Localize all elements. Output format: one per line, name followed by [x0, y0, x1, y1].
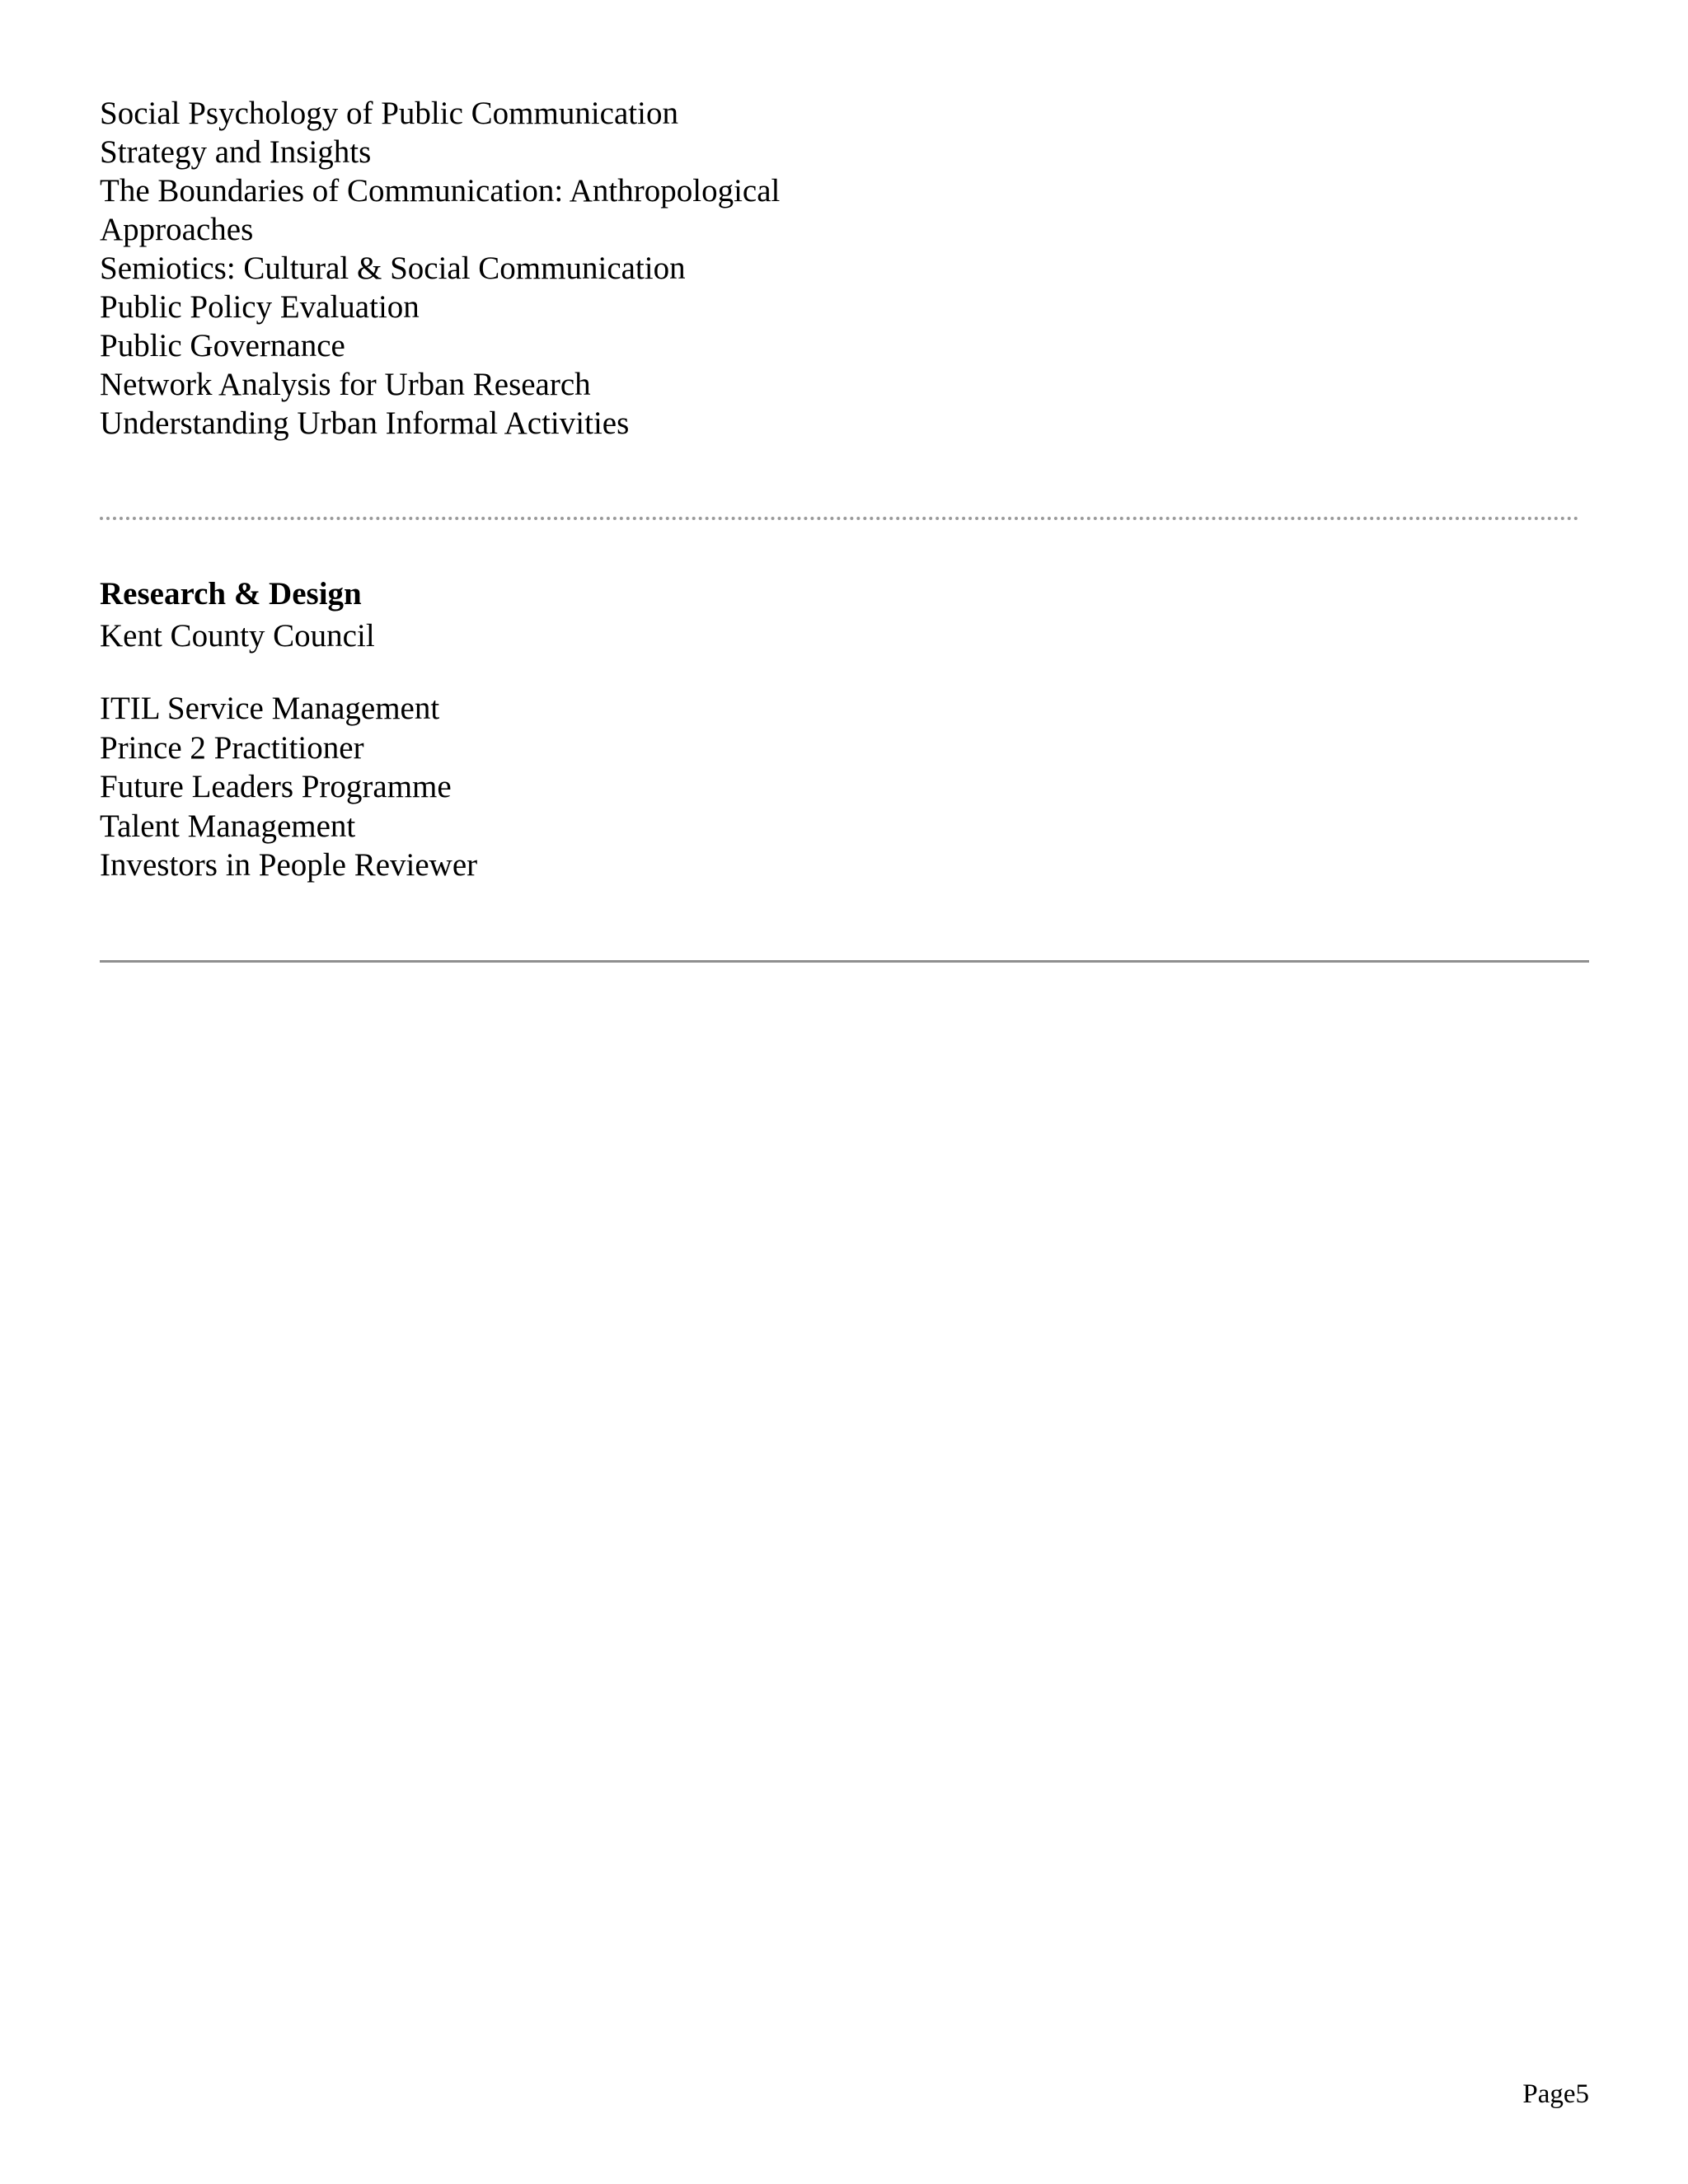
- course-item: Strategy and Insights: [100, 134, 372, 170]
- qualification-item: ITIL Service Management: [100, 691, 440, 726]
- section-title: Research & Design: [100, 576, 362, 612]
- course-item: Social Psychology of Public Communication: [100, 96, 678, 131]
- course-list: [100, 94, 842, 443]
- course-item: Semiotics: Cultural & Social Communication: [100, 251, 686, 286]
- course-item: The Boundaries of Communication: Anthropological Approaches: [100, 173, 781, 247]
- qualification-item: Prince 2 Practitioner: [100, 729, 364, 766]
- course-item: Network Analysis for Urban Research: [100, 367, 591, 402]
- qualification-item: Investors in People Reviewer: [100, 847, 478, 883]
- qualification-list: [100, 689, 477, 885]
- course-item: Understanding Urban Informal Activities: [100, 405, 630, 441]
- course-item: Public Policy Evaluation: [100, 289, 420, 325]
- page-number: Page5: [1522, 2079, 1589, 2109]
- organisation-name: Kent County Council: [100, 618, 375, 654]
- solid-divider: [100, 960, 1589, 963]
- course-item: Public Governance: [100, 328, 345, 363]
- qualification-item: Future Leaders Programme: [100, 769, 452, 804]
- dotted-divider: [100, 517, 1579, 520]
- qualification-item: Talent Management: [100, 808, 356, 844]
